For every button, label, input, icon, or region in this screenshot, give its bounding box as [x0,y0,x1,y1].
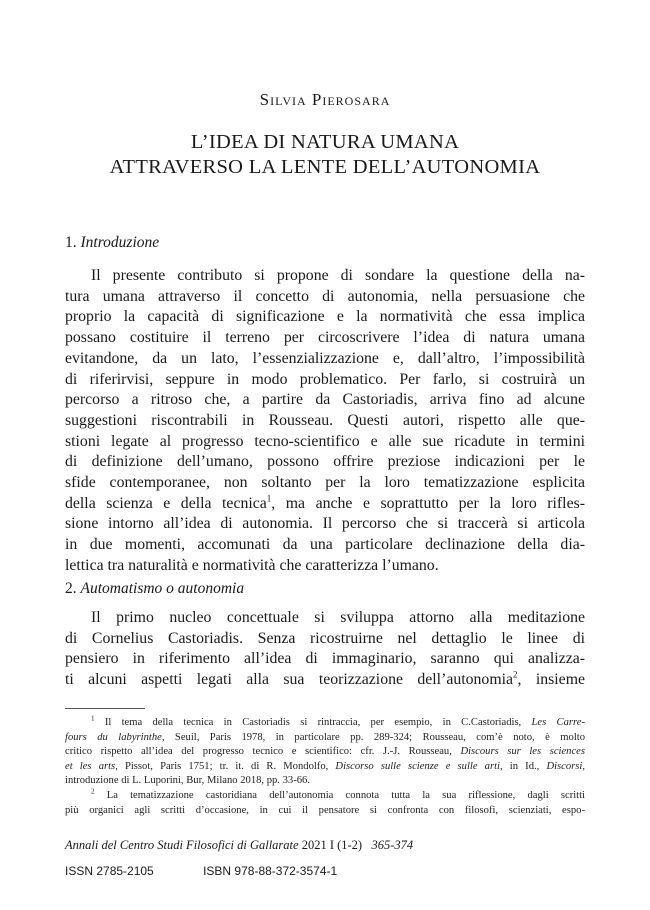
section-number: 1. [65,234,77,251]
footnote-line: fours du labyrinthe, Seuil, Paris 1978, in particolare pp. 289-324; Rousseau, com’è noto, è molto [65,731,585,743]
text-line: lettica tra naturalità e normatività che caratterizza l’umano. [65,556,439,574]
section-number: 2. [65,580,77,597]
identifiers [65,864,337,878]
section-title: Introduzione [80,234,160,251]
text-line: pensiero in riferimento all’idea di immaginario, saranno qui analizza- [65,650,585,668]
author-name: Silvia Pierosara [259,90,391,109]
text-fragment: ti alcuni aspetti legati alla sua teorizzazione dell’autonomia [65,671,514,689]
text-line: proprio la capacità di significazione e la normatività che essa implica [65,308,585,326]
text-line: tura umana attraverso il concetto di autonomia, nella persuasione che [65,287,585,305]
issn: ISSN 2785-2105 [65,864,154,878]
footnote-line: critico rispetto all’idea del progresso tecnico e scientifico: cfr. J.-J. Rousseau, Discours sur les sciences [65,746,585,758]
footnotes [65,716,585,818]
section-heading-introduzione [65,234,159,252]
text-line: di Cornelius Castoriadis. Senza ricostruirne nel dettaglio le linee di [65,629,585,647]
text-line: possano costituire il terreno per circoscrivere l’idea di natura umana [65,329,585,347]
text-line: Il presente contributo si propone di sondare la questione della na- [91,267,585,284]
footnote-mark: 1 [91,714,95,723]
footnote-line: $^1$ Il tema della tecnica in Castoriadis si rintraccia, per esempio, in C.Castoriadis, Les Carre- [91,714,586,728]
footnote-line: $^2$ La tematizzazione castoridiana dell’autonomia connota tutta la sua riflessione, dagli scritti [91,787,585,801]
footnote-line: et les arts, Pissot, Paris 1751; tr. it. di R. Mondolfo, Discorso sulle scienze e sulle arti, in Id., Discorsi, [65,760,585,772]
text-line: stioni legate al progresso tecno-scientifico e alle sue ricadute in termini [65,432,585,450]
text-line: Il primo nucleo concettuale si sviluppa attorno alla meditazione [91,609,585,626]
text-line: sfide contemporanee, non soltanto per la loro tematizzazione esplicita [65,474,585,492]
footnote-ref-2[interactable]: 2 [513,669,518,680]
text-line: di riferirvisi, seppure in modo problematico. Per farlo, si costruirà un [65,370,585,388]
text-line: evitandone, da un lato, l’essenzializzazione e, dall’altro, l’impossibilità [65,349,585,367]
text-line [65,494,585,515]
journal-name: Annali del Centro Studi Filosofici di Gallarate [65,838,299,852]
footnote-divider [65,708,145,709]
footnote-mark: 2 [91,787,95,796]
journal-citation [65,838,413,853]
title-line: L’IDEA DI NATURA UMANA [190,131,460,153]
footnote-ref-1[interactable]: 1 [266,493,272,504]
journal-pages: 365-374 [371,838,414,852]
body-paragraph [65,266,585,577]
section-title: Automatismo o autonomia [80,580,245,597]
text-line: di definizione dell’umano, possono offrire preziose indicazioni per le [65,453,585,471]
journal-year-issue: 2021 I (1-2) [301,838,363,852]
isbn: ISBN 978-88-372-3574-1 [203,864,338,878]
title-line: ATTRAVERSO LA LENTE DELL’AUTONOMIA [109,156,541,178]
footnote-line: introduzione di L. Luporini, Bur, Milano 2018, pp. 33-66. [65,775,310,787]
text-fragment: della scienza e della tecnica [65,494,267,512]
text-line: in due momenti, accomunati da una particolare declinazione della dia- [65,536,585,554]
section-heading-automatismo [65,580,244,598]
text-line: sione intorno all’idea di autonomia. Il percorso che si traccerà si articola [65,515,585,533]
text-line: suggestioni riscontrabili in Rousseau. Questi autori, rispetto alle que- [65,411,585,429]
text-fragment: , ma anche e soprattutto per la loro rifles- [271,494,585,512]
text-fragment: , insieme [517,671,585,689]
article-title [40,130,610,180]
body-paragraph [65,608,585,691]
footnote-line: più organici agli scritti d’occasione, in cui il pensatore si confronta con filosofi, scienziati, espo- [65,804,585,816]
text-line [65,670,585,691]
text-line: percorso a ritroso che, a partire da Castoriadis, arriva fino ad alcune [65,391,585,409]
